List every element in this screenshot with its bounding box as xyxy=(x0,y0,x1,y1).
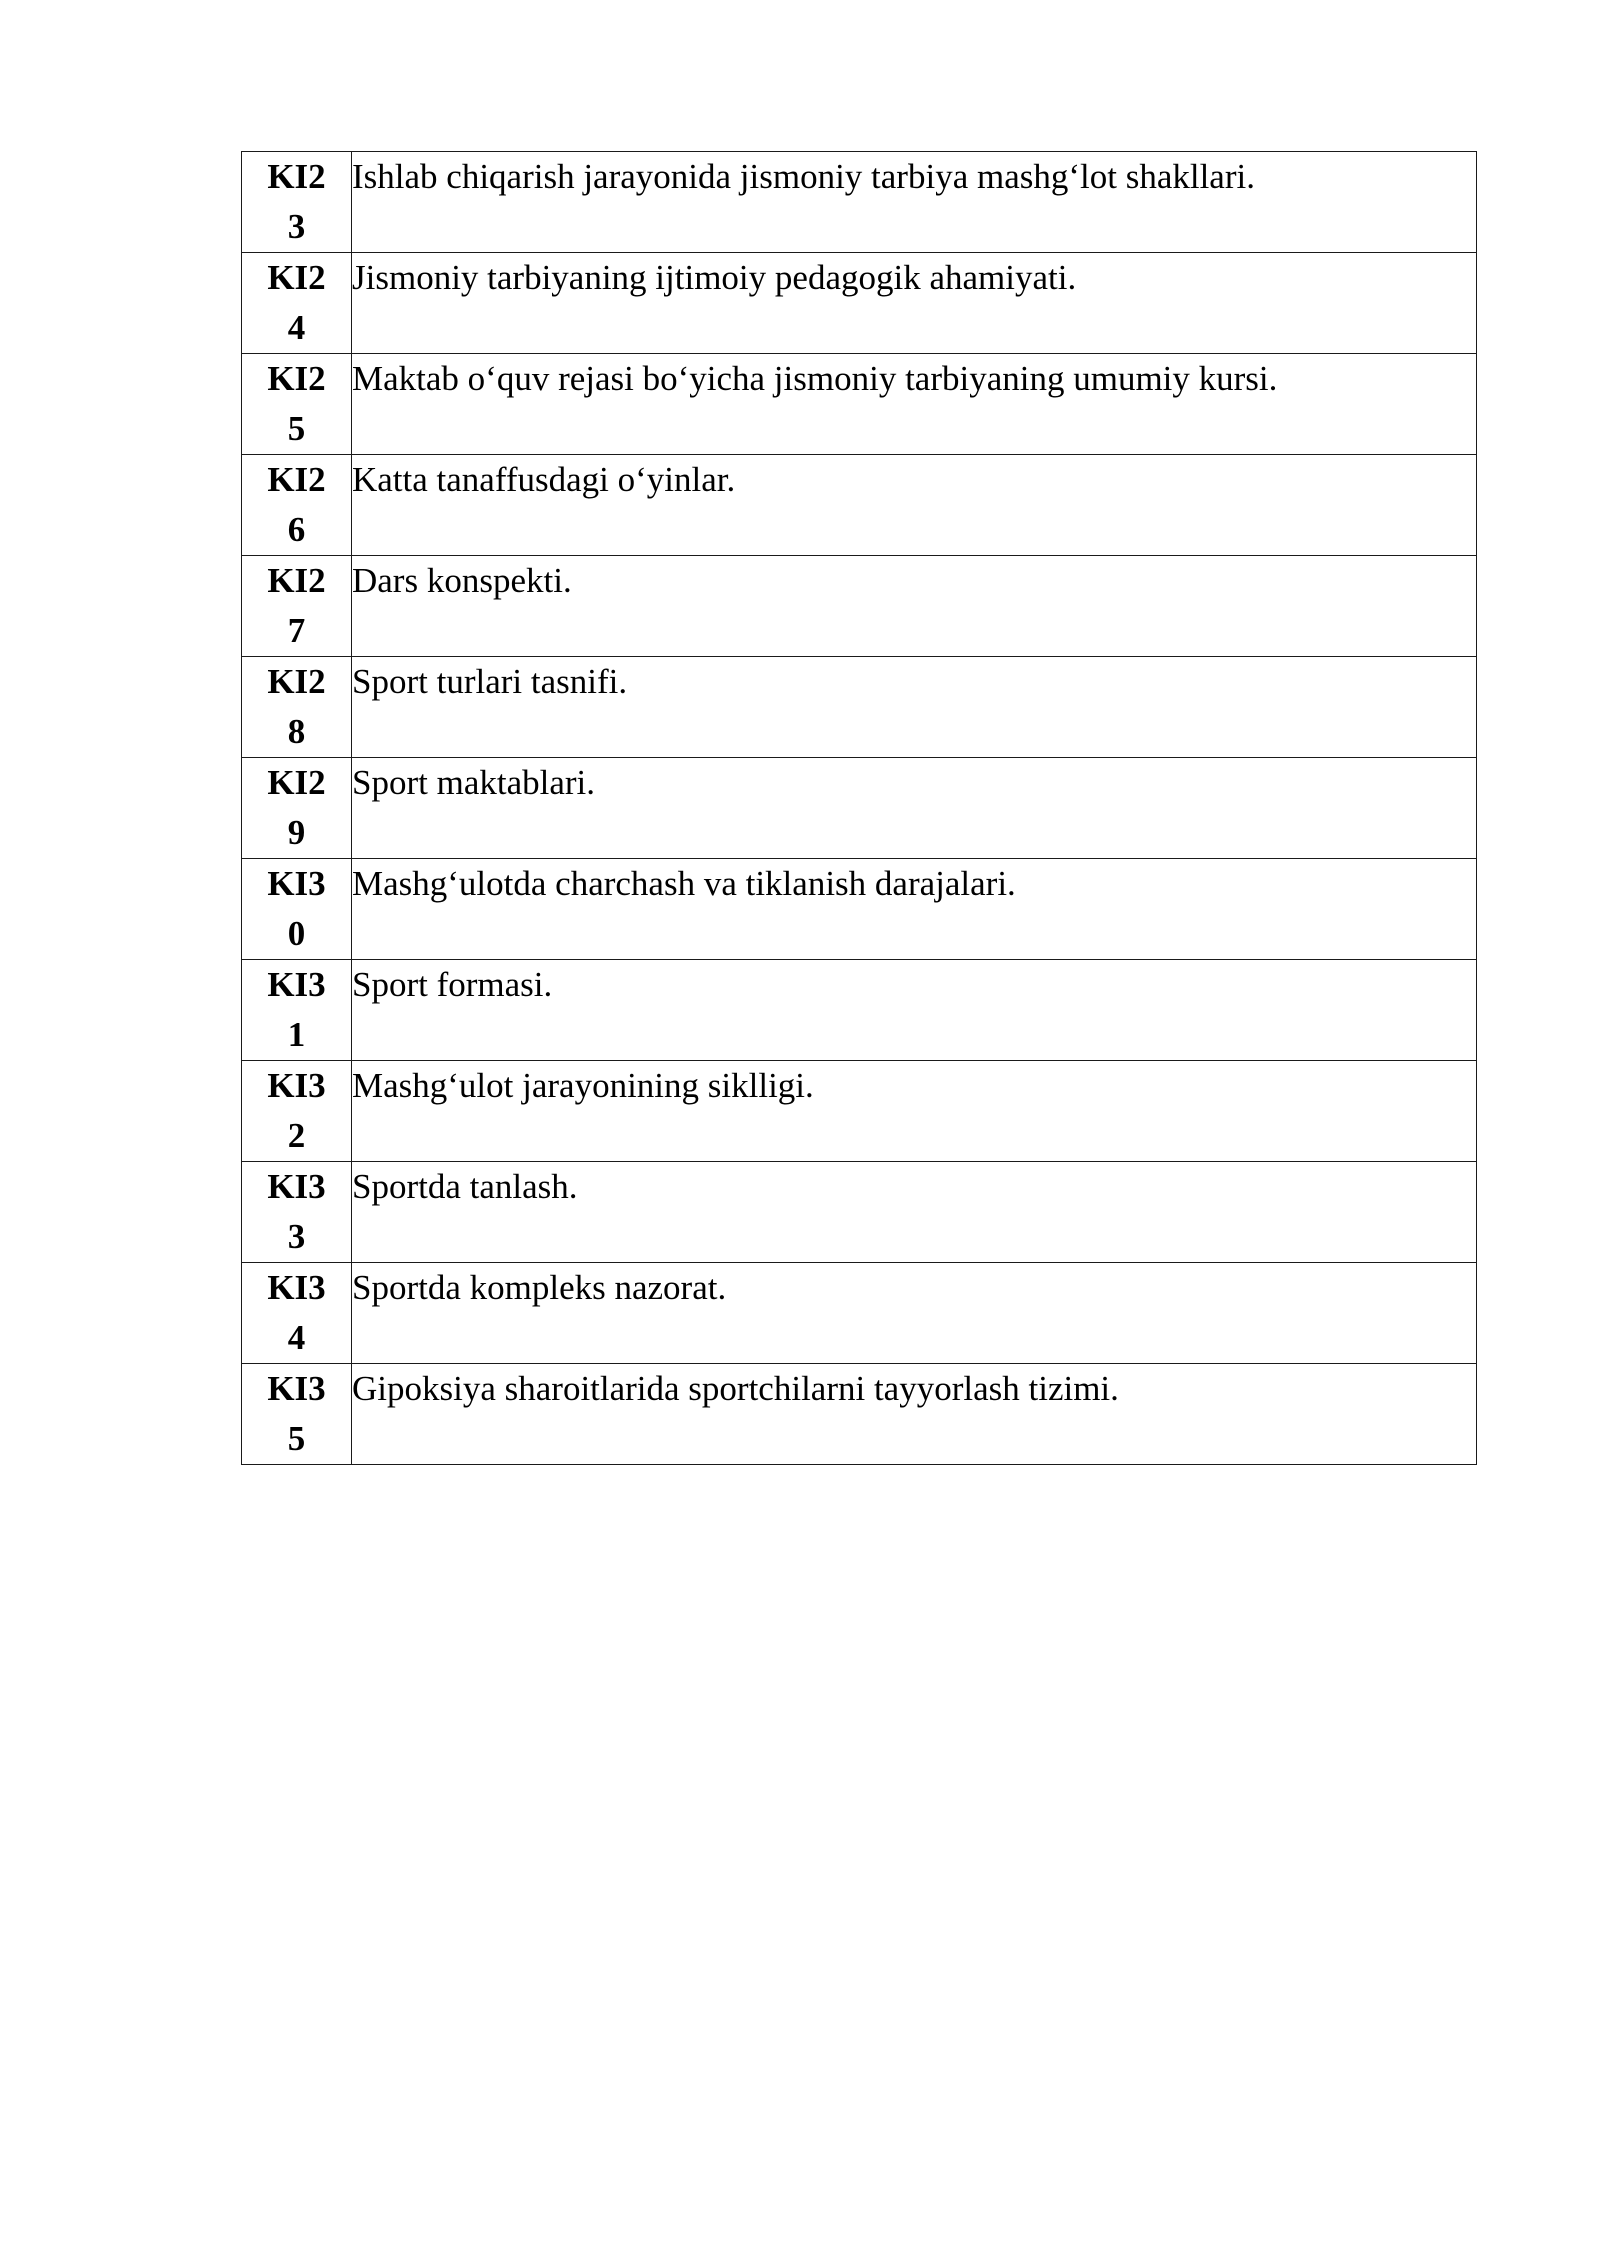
topic-code-cell xyxy=(242,859,352,960)
topic-title-cell: Katta tanaffusdagi o‘yinlar. xyxy=(352,455,1477,556)
topic-title-cell: Mashg‘ulot jarayonining siklligi. xyxy=(352,1061,1477,1162)
topic-title-cell: Gipoksiya sharoitlarida sportchilarni tayyorlash tizimi. xyxy=(352,1364,1477,1465)
topic-code-prefix: KI3 xyxy=(267,1369,326,1408)
topic-title-cell: Ishlab chiqarish jarayonida jismoniy tarbiya mashg‘lot shakllari. xyxy=(352,152,1477,253)
table-row xyxy=(242,354,1477,455)
table-row xyxy=(242,859,1477,960)
topic-title-cell: Dars konspekti. xyxy=(352,556,1477,657)
table-row xyxy=(242,253,1477,354)
topic-code-prefix: KI3 xyxy=(267,864,326,903)
topic-code-cell xyxy=(242,1162,352,1263)
topic-code-prefix: KI2 xyxy=(267,561,326,600)
topic-code-suffix: 8 xyxy=(287,712,306,751)
topic-title-cell: Mashg‘ulotda charchash va tiklanish darajalari. xyxy=(352,859,1477,960)
topic-code-prefix: KI2 xyxy=(267,460,326,499)
topic-code-suffix: 1 xyxy=(287,1015,306,1054)
topic-title-cell: Sport maktablari. xyxy=(352,758,1477,859)
topic-title-cell: Maktab o‘quv rejasi bo‘yicha jismoniy tarbiyaning umumiy kursi. xyxy=(352,354,1477,455)
topic-code-prefix: KI3 xyxy=(267,965,326,1004)
table-row xyxy=(242,960,1477,1061)
topic-code-cell xyxy=(242,253,352,354)
topic-code-suffix: 3 xyxy=(287,1217,306,1256)
topic-code-prefix: KI2 xyxy=(267,258,326,297)
topic-code-suffix: 6 xyxy=(287,510,306,549)
topic-code-cell xyxy=(242,657,352,758)
topic-code-cell xyxy=(242,1364,352,1465)
topic-code-prefix: KI2 xyxy=(267,157,326,196)
topic-code-cell xyxy=(242,455,352,556)
topic-code-prefix: KI3 xyxy=(267,1167,326,1206)
topic-code-prefix: KI2 xyxy=(267,662,326,701)
topic-title-cell: Sportda tanlash. xyxy=(352,1162,1477,1263)
topic-code-prefix: KI3 xyxy=(267,1268,326,1307)
topic-code-prefix: KI2 xyxy=(267,359,326,398)
topic-code-cell xyxy=(242,1263,352,1364)
topic-code-suffix: 3 xyxy=(287,207,306,246)
topic-title-cell: Sport formasi. xyxy=(352,960,1477,1061)
table-row xyxy=(242,1162,1477,1263)
topic-code-suffix: 0 xyxy=(287,914,306,953)
topic-title-cell: Sport turlari tasnifi. xyxy=(352,657,1477,758)
table-row xyxy=(242,1263,1477,1364)
table-row xyxy=(242,758,1477,859)
topic-code-cell xyxy=(242,960,352,1061)
topic-code-cell xyxy=(242,152,352,253)
table-row xyxy=(242,152,1477,253)
table-row xyxy=(242,1061,1477,1162)
topic-code-suffix: 5 xyxy=(287,409,306,448)
topic-code-cell xyxy=(242,758,352,859)
topics-table xyxy=(241,151,1477,1465)
topic-code-suffix: 4 xyxy=(287,308,306,347)
table-row xyxy=(242,455,1477,556)
topic-code-prefix: KI3 xyxy=(267,1066,326,1105)
table-row xyxy=(242,1364,1477,1465)
topic-code-cell xyxy=(242,1061,352,1162)
topic-code-cell xyxy=(242,354,352,455)
topic-code-suffix: 9 xyxy=(287,813,306,852)
topic-code-prefix: KI2 xyxy=(267,763,326,802)
topic-code-cell xyxy=(242,556,352,657)
topic-title-cell: Sportda kompleks nazorat. xyxy=(352,1263,1477,1364)
topic-code-suffix: 4 xyxy=(287,1318,306,1357)
topics-table-body xyxy=(242,152,1477,1465)
table-row xyxy=(242,657,1477,758)
topic-code-suffix: 7 xyxy=(287,611,306,650)
topic-code-suffix: 5 xyxy=(287,1419,306,1458)
topic-title-cell: Jismoniy tarbiyaning ijtimoiy pedagogik ahamiyati. xyxy=(352,253,1477,354)
table-row xyxy=(242,556,1477,657)
topic-code-suffix: 2 xyxy=(287,1116,306,1155)
